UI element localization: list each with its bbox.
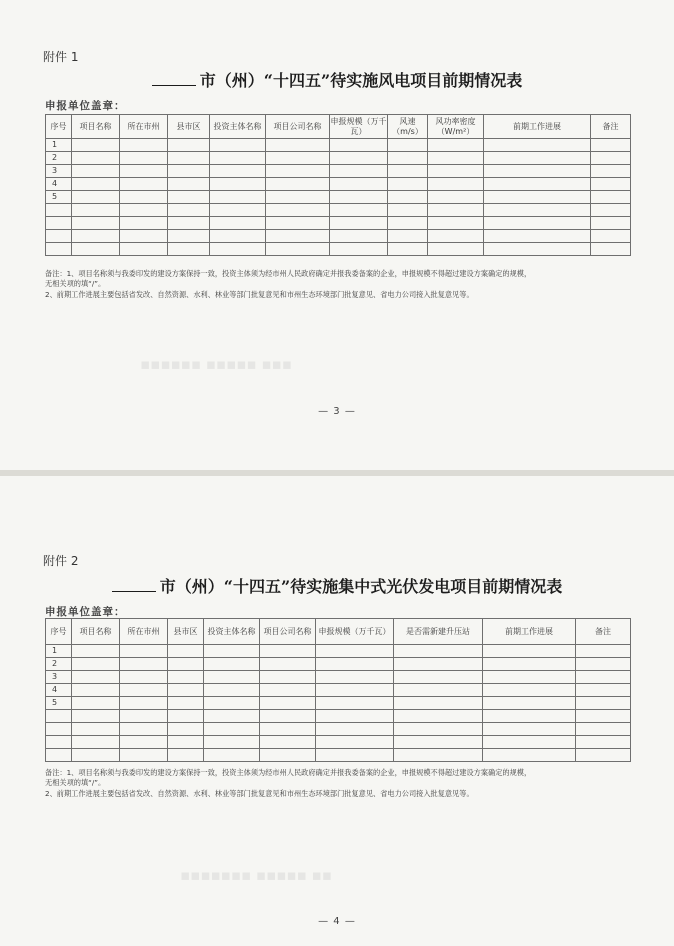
empty-cell: [168, 204, 210, 217]
empty-cell: [591, 165, 631, 178]
header-cell: 是否需新建升压站: [394, 619, 483, 645]
empty-cell: [484, 165, 591, 178]
empty-cell: [260, 671, 316, 684]
footnote-line: 无相关项的填“/”。: [45, 778, 106, 788]
bleed-through-text: ▪▪▪▪▪▪ ▪▪▪▪▪ ▪▪▪: [140, 355, 292, 373]
empty-cell: [483, 749, 576, 762]
table-row: [46, 204, 631, 217]
footnote-line: 备注：1、项目名称须与我委印发的建设方案保持一致，投资主体须为经市州人民政府确定并报我委备案的企业，申报规模不得超过建设方案确定的规模，: [45, 768, 532, 777]
title-text: 市（州）“十四五”待实施风电项目前期情况表: [199, 71, 523, 90]
empty-cell: [120, 736, 168, 749]
empty-cell: [120, 723, 168, 736]
header-cell: 风速（m/s）: [388, 115, 428, 139]
empty-cell: [168, 152, 210, 165]
empty-cell: [204, 645, 260, 658]
row-number-cell: 3: [46, 165, 72, 178]
empty-cell: [72, 697, 120, 710]
empty-cell: [72, 723, 120, 736]
empty-cell: [591, 139, 631, 152]
empty-cell: [120, 658, 168, 671]
empty-cell: [266, 204, 330, 217]
title-blank-line: [152, 71, 196, 86]
header-cell: 投资主体名称: [210, 115, 266, 139]
empty-cell: [168, 645, 204, 658]
row-number-cell: [46, 204, 72, 217]
row-number-cell: 1: [46, 139, 72, 152]
empty-cell: [168, 710, 204, 723]
empty-cell: [260, 749, 316, 762]
header-cell: 备注: [576, 619, 631, 645]
table-row: [46, 178, 631, 191]
empty-cell: [266, 139, 330, 152]
empty-cell: [204, 736, 260, 749]
empty-cell: [394, 736, 483, 749]
table-row: [46, 165, 631, 178]
empty-cell: [394, 749, 483, 762]
row-number-cell: 5: [46, 697, 72, 710]
pv-project-table: [45, 618, 631, 762]
empty-cell: [120, 243, 168, 256]
footnote-line: 2、前期工作进展主要包括省发改、自然资源、水利、林业等部门批复意见和市州生态环境部门批复意见、省电力公司接入批复意见等。: [45, 788, 474, 798]
empty-cell: [72, 749, 120, 762]
empty-cell: [330, 204, 388, 217]
empty-cell: [210, 178, 266, 191]
header-cell: 风功率密度（W/m²）: [428, 115, 484, 139]
empty-cell: [168, 165, 210, 178]
bleed-through-text: ▪▪▪▪▪▪▪ ▪▪▪▪▪ ▪▪: [180, 866, 332, 884]
footnote-line: 无相关项的填“/”。: [45, 279, 106, 289]
empty-cell: [330, 191, 388, 204]
empty-cell: [260, 710, 316, 723]
empty-cell: [266, 217, 330, 230]
empty-cell: [204, 697, 260, 710]
empty-cell: [168, 191, 210, 204]
table-row: [46, 139, 631, 152]
empty-cell: [266, 165, 330, 178]
empty-cell: [483, 671, 576, 684]
empty-cell: [330, 139, 388, 152]
empty-cell: [210, 204, 266, 217]
page-title: [0, 574, 674, 597]
header-cell: 序号: [46, 619, 72, 645]
empty-cell: [72, 671, 120, 684]
empty-cell: [330, 152, 388, 165]
row-number-cell: [46, 723, 72, 736]
row-number-cell: [46, 230, 72, 243]
empty-cell: [168, 749, 204, 762]
table-row: [46, 645, 631, 658]
empty-cell: [483, 710, 576, 723]
empty-cell: [330, 230, 388, 243]
table-row: [46, 243, 631, 256]
empty-cell: [260, 645, 316, 658]
empty-cell: [204, 658, 260, 671]
empty-cell: [204, 684, 260, 697]
empty-cell: [72, 204, 120, 217]
empty-cell: [484, 230, 591, 243]
empty-cell: [204, 710, 260, 723]
empty-cell: [483, 736, 576, 749]
empty-cell: [168, 243, 210, 256]
empty-cell: [120, 749, 168, 762]
seal-label: 申报单位盖章：: [45, 606, 126, 618]
empty-cell: [120, 697, 168, 710]
empty-cell: [120, 710, 168, 723]
empty-cell: [591, 191, 631, 204]
row-number-cell: 5: [46, 191, 72, 204]
empty-cell: [576, 736, 631, 749]
empty-cell: [72, 165, 120, 178]
empty-cell: [483, 658, 576, 671]
empty-cell: [330, 217, 388, 230]
empty-cell: [394, 658, 483, 671]
empty-cell: [260, 658, 316, 671]
empty-cell: [120, 684, 168, 697]
header-cell: 备注: [591, 115, 631, 139]
empty-cell: [120, 230, 168, 243]
empty-cell: [168, 684, 204, 697]
empty-cell: [591, 217, 631, 230]
header-cell: 申报规模（万千瓦）: [316, 619, 394, 645]
table-row: [46, 230, 631, 243]
empty-cell: [316, 736, 394, 749]
footnote-line: 备注：1、项目名称须与我委印发的建设方案保持一致，投资主体须为经市州人民政府确定并报我委备案的企业，申报规模不得超过建设方案确定的规模，: [45, 269, 532, 278]
empty-cell: [484, 178, 591, 191]
row-number-cell: 1: [46, 645, 72, 658]
empty-cell: [483, 723, 576, 736]
row-number-cell: 2: [46, 152, 72, 165]
empty-cell: [428, 191, 484, 204]
empty-cell: [316, 723, 394, 736]
empty-cell: [210, 152, 266, 165]
footnote: [45, 768, 635, 799]
empty-cell: [576, 710, 631, 723]
empty-cell: [204, 671, 260, 684]
attachment-label: 附件 2: [43, 554, 79, 568]
empty-cell: [120, 645, 168, 658]
empty-cell: [576, 749, 631, 762]
empty-cell: [388, 204, 428, 217]
table-header-row: [46, 115, 631, 139]
empty-cell: [316, 697, 394, 710]
row-number-cell: [46, 736, 72, 749]
header-cell: 投资主体名称: [204, 619, 260, 645]
empty-cell: [330, 178, 388, 191]
table-row: [46, 684, 631, 697]
table-row: [46, 736, 631, 749]
empty-cell: [428, 165, 484, 178]
empty-cell: [388, 152, 428, 165]
empty-cell: [204, 723, 260, 736]
empty-cell: [120, 152, 168, 165]
empty-cell: [260, 684, 316, 697]
empty-cell: [484, 191, 591, 204]
empty-cell: [72, 191, 120, 204]
empty-cell: [266, 230, 330, 243]
empty-cell: [72, 645, 120, 658]
empty-cell: [72, 217, 120, 230]
empty-cell: [591, 178, 631, 191]
table-header-row: [46, 619, 631, 645]
page-title: [0, 68, 674, 91]
empty-cell: [72, 230, 120, 243]
table-row: [46, 217, 631, 230]
row-number-cell: [46, 243, 72, 256]
header-cell: 前期工作进展: [484, 115, 591, 139]
row-number-cell: [46, 710, 72, 723]
empty-cell: [168, 671, 204, 684]
empty-cell: [204, 749, 260, 762]
empty-cell: [316, 658, 394, 671]
empty-cell: [72, 736, 120, 749]
empty-cell: [428, 152, 484, 165]
empty-cell: [576, 645, 631, 658]
empty-cell: [168, 230, 210, 243]
empty-cell: [72, 139, 120, 152]
empty-cell: [484, 139, 591, 152]
empty-cell: [330, 243, 388, 256]
empty-cell: [591, 243, 631, 256]
empty-cell: [388, 243, 428, 256]
row-number-cell: 4: [46, 684, 72, 697]
empty-cell: [120, 178, 168, 191]
table-row: [46, 152, 631, 165]
header-cell: 所在市州: [120, 115, 168, 139]
table-row: [46, 710, 631, 723]
title-blank-line: [112, 577, 156, 592]
empty-cell: [210, 139, 266, 152]
header-cell: 项目名称: [72, 115, 120, 139]
empty-cell: [210, 165, 266, 178]
empty-cell: [210, 217, 266, 230]
table-row: [46, 749, 631, 762]
title-text: 市（州）“十四五”待实施集中式光伏发电项目前期情况表: [159, 577, 563, 596]
empty-cell: [394, 697, 483, 710]
empty-cell: [72, 684, 120, 697]
empty-cell: [394, 671, 483, 684]
empty-cell: [120, 204, 168, 217]
seal-label: 申报单位盖章：: [45, 100, 126, 112]
header-cell: 县市区: [168, 115, 210, 139]
empty-cell: [576, 684, 631, 697]
header-cell: 县市区: [168, 619, 204, 645]
empty-cell: [260, 723, 316, 736]
wind-project-table: [45, 114, 631, 256]
empty-cell: [168, 178, 210, 191]
empty-cell: [484, 204, 591, 217]
header-cell: 项目名称: [72, 619, 120, 645]
page-number: — 3 —: [318, 406, 356, 417]
empty-cell: [428, 139, 484, 152]
empty-cell: [388, 191, 428, 204]
empty-cell: [428, 178, 484, 191]
empty-cell: [483, 645, 576, 658]
empty-cell: [316, 645, 394, 658]
row-number-cell: 3: [46, 671, 72, 684]
empty-cell: [168, 736, 204, 749]
empty-cell: [168, 723, 204, 736]
empty-cell: [576, 697, 631, 710]
document-page-3: [0, 0, 674, 470]
header-cell: 申报规模（万千瓦）: [330, 115, 388, 139]
empty-cell: [388, 139, 428, 152]
empty-cell: [120, 165, 168, 178]
empty-cell: [428, 243, 484, 256]
empty-cell: [388, 217, 428, 230]
header-cell: 前期工作进展: [483, 619, 576, 645]
empty-cell: [72, 243, 120, 256]
empty-cell: [72, 178, 120, 191]
empty-cell: [72, 152, 120, 165]
empty-cell: [168, 658, 204, 671]
empty-cell: [428, 204, 484, 217]
empty-cell: [484, 217, 591, 230]
empty-cell: [266, 152, 330, 165]
empty-cell: [388, 165, 428, 178]
empty-cell: [316, 684, 394, 697]
header-cell: 项目公司名称: [260, 619, 316, 645]
empty-cell: [576, 671, 631, 684]
empty-cell: [394, 684, 483, 697]
row-number-cell: [46, 749, 72, 762]
empty-cell: [591, 230, 631, 243]
empty-cell: [72, 710, 120, 723]
attachment-label: 附件 1: [43, 50, 79, 64]
document-page-4: [0, 476, 674, 946]
empty-cell: [260, 697, 316, 710]
row-number-cell: 2: [46, 658, 72, 671]
empty-cell: [72, 658, 120, 671]
empty-cell: [591, 204, 631, 217]
empty-cell: [428, 217, 484, 230]
empty-cell: [266, 243, 330, 256]
header-cell: 所在市州: [120, 619, 168, 645]
empty-cell: [120, 217, 168, 230]
row-number-cell: 4: [46, 178, 72, 191]
table-row: [46, 671, 631, 684]
empty-cell: [168, 217, 210, 230]
empty-cell: [428, 230, 484, 243]
empty-cell: [484, 152, 591, 165]
row-number-cell: [46, 217, 72, 230]
empty-cell: [168, 139, 210, 152]
empty-cell: [394, 710, 483, 723]
empty-cell: [168, 697, 204, 710]
table-row: [46, 191, 631, 204]
empty-cell: [483, 684, 576, 697]
table-row: [46, 697, 631, 710]
page-number: — 4 —: [318, 916, 356, 927]
empty-cell: [394, 723, 483, 736]
empty-cell: [210, 230, 266, 243]
empty-cell: [388, 178, 428, 191]
header-cell: 项目公司名称: [266, 115, 330, 139]
empty-cell: [266, 191, 330, 204]
table-row: [46, 723, 631, 736]
empty-cell: [483, 697, 576, 710]
empty-cell: [266, 178, 330, 191]
empty-cell: [591, 152, 631, 165]
empty-cell: [576, 723, 631, 736]
empty-cell: [210, 191, 266, 204]
footnote-line: 2、前期工作进展主要包括省发改、自然资源、水利、林业等部门批复意见和市州生态环境部门批复意见、省电力公司接入批复意见等。: [45, 289, 474, 299]
empty-cell: [330, 165, 388, 178]
empty-cell: [394, 645, 483, 658]
header-cell: 序号: [46, 115, 72, 139]
footnote: [45, 269, 635, 300]
empty-cell: [120, 191, 168, 204]
empty-cell: [484, 243, 591, 256]
empty-cell: [388, 230, 428, 243]
empty-cell: [316, 671, 394, 684]
empty-cell: [316, 710, 394, 723]
empty-cell: [260, 736, 316, 749]
empty-cell: [120, 671, 168, 684]
empty-cell: [576, 658, 631, 671]
table-row: [46, 658, 631, 671]
empty-cell: [120, 139, 168, 152]
empty-cell: [210, 243, 266, 256]
empty-cell: [316, 749, 394, 762]
